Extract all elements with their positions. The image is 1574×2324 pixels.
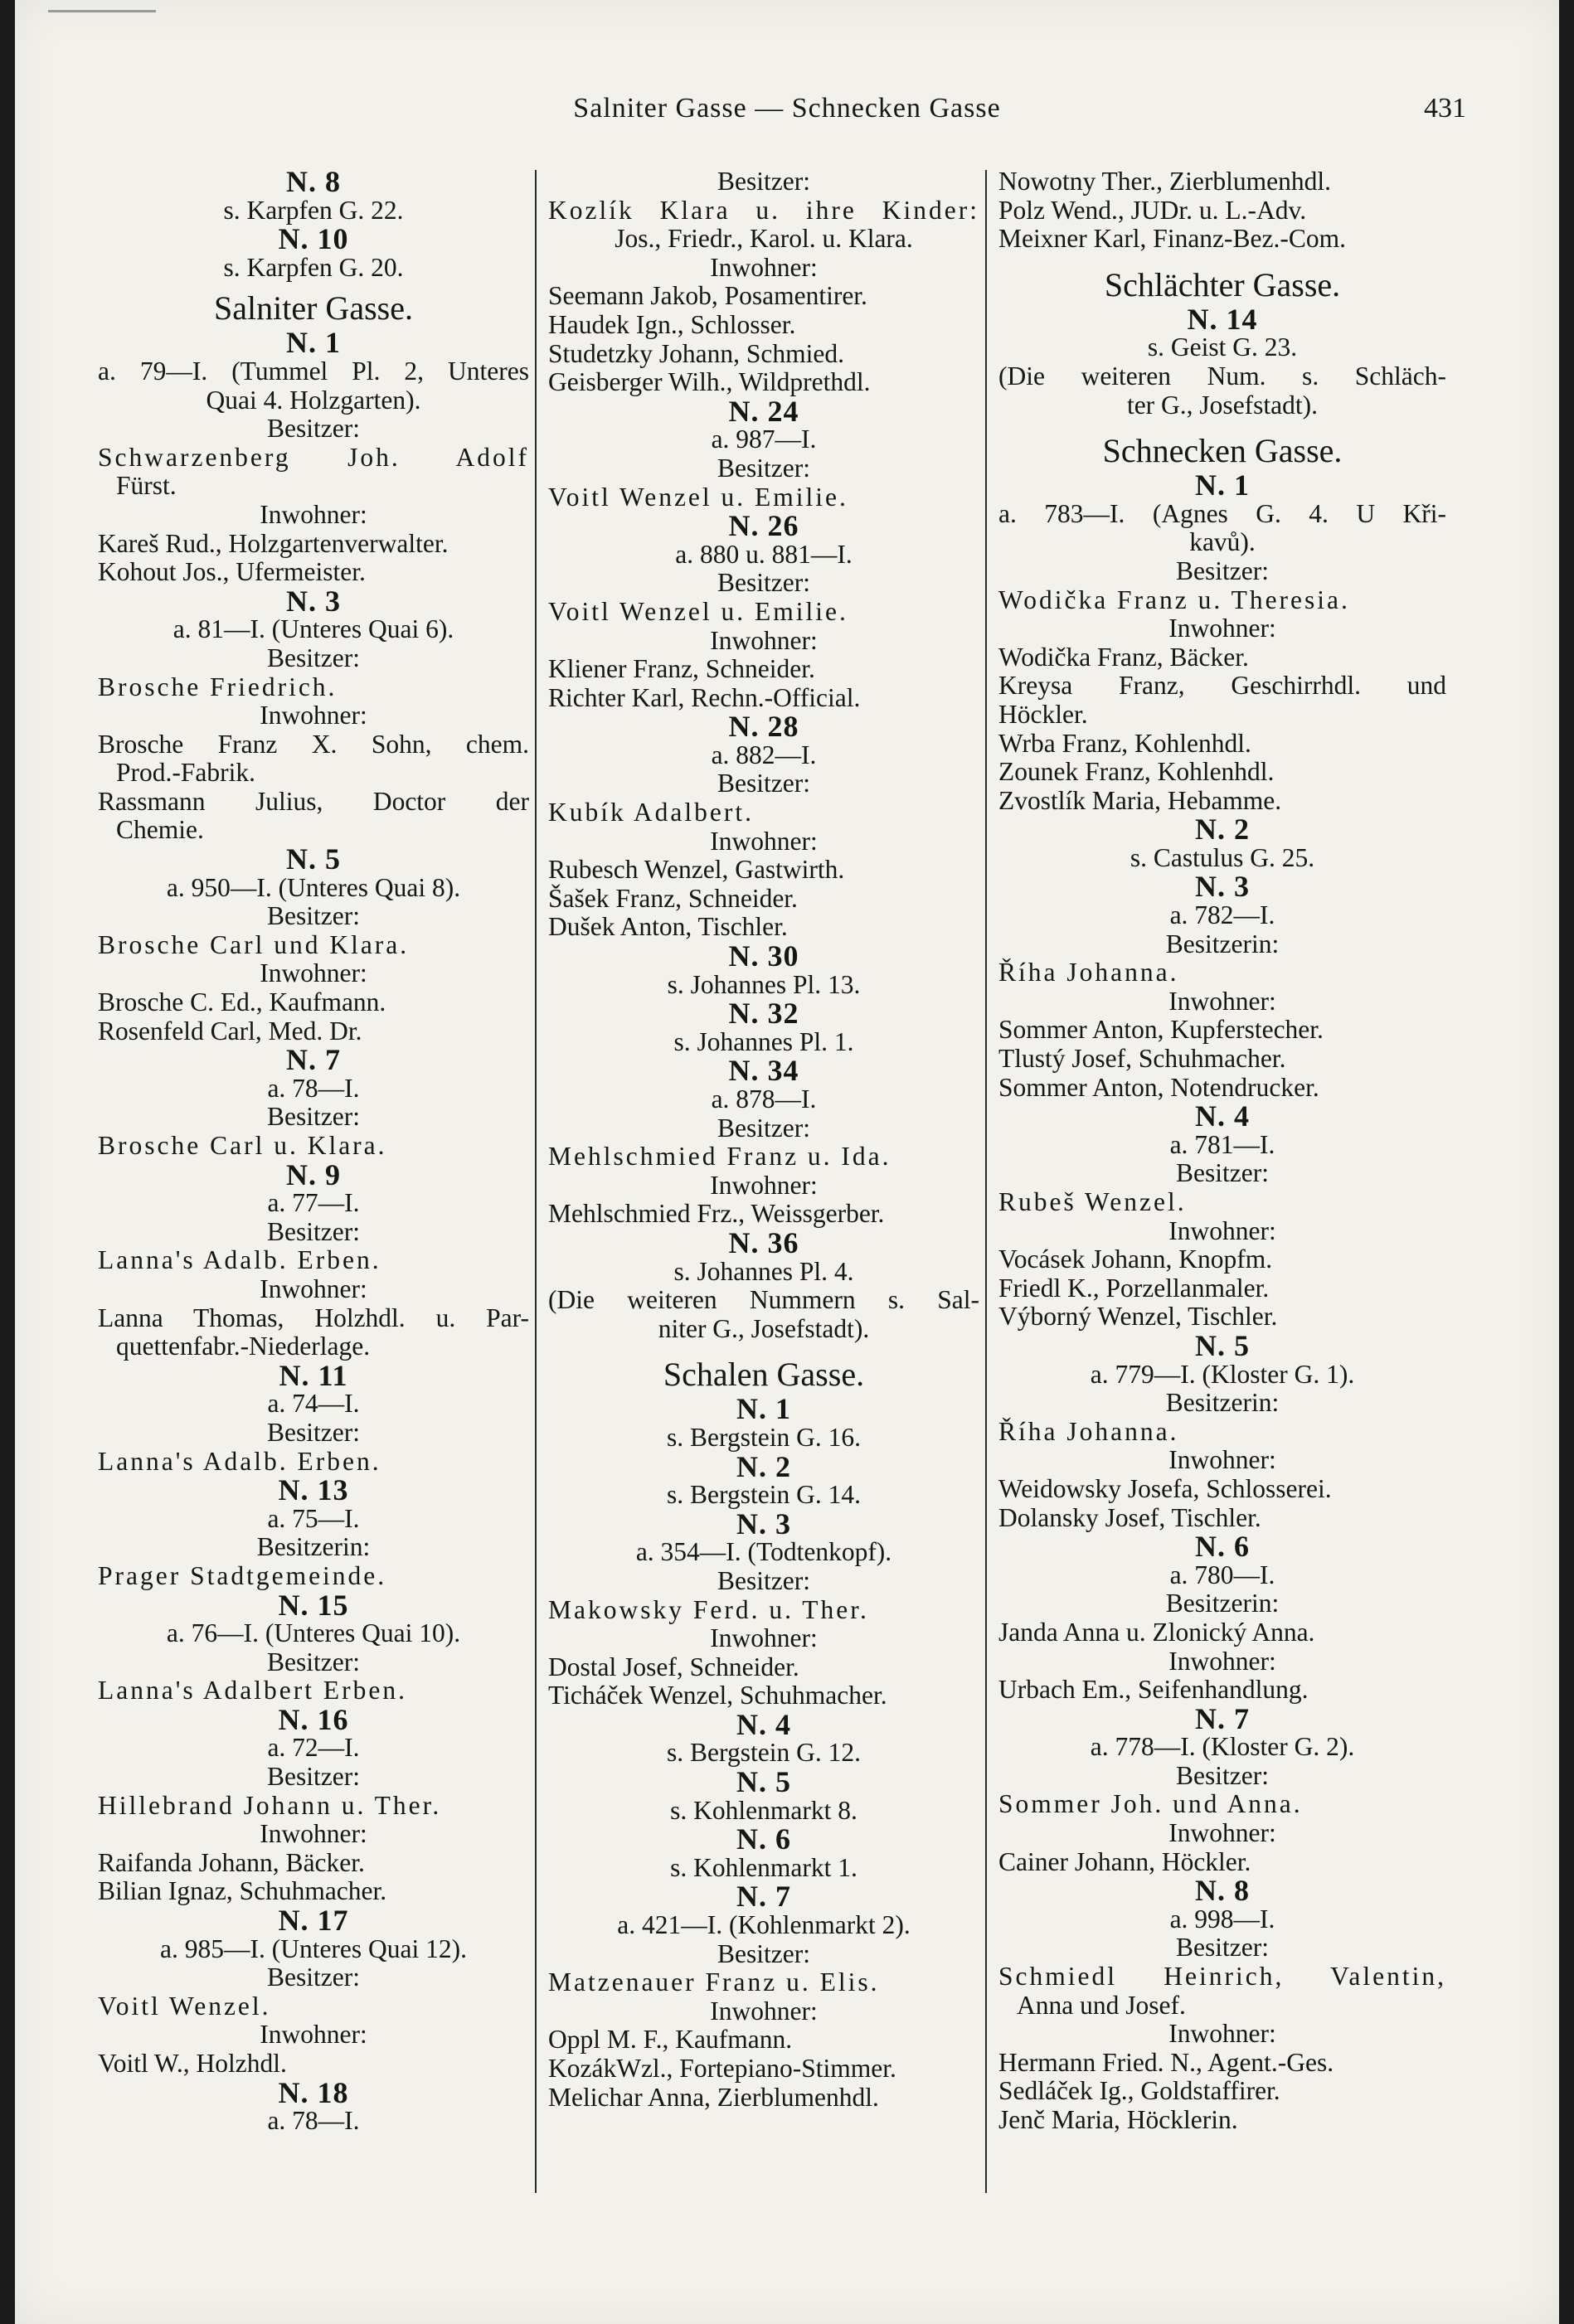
entry-line: Vocásek Johann, Knopfm. bbox=[998, 1244, 1273, 1274]
entry-line: a. 780—I. bbox=[1169, 1560, 1275, 1589]
house-number: N. 8 bbox=[1195, 1874, 1250, 1908]
entry-line: niter G., Josefstadt). bbox=[658, 1313, 870, 1343]
entry-line: Inwohner: bbox=[260, 958, 367, 988]
entry-line: Lanna Thomas, Holzhdl. u. Par- bbox=[98, 1303, 529, 1332]
entry-line: Seemann Jakob, Posamentirer. bbox=[548, 281, 867, 311]
entry-line: Jenč Maria, Höcklerin. bbox=[998, 2105, 1238, 2134]
house-number: N. 7 bbox=[286, 1043, 341, 1077]
house-number: N. 10 bbox=[278, 222, 349, 256]
entry-line: Inwohner: bbox=[710, 1170, 818, 1200]
entry-line: Inwohner: bbox=[260, 499, 367, 529]
entry-line: Besitzer: bbox=[267, 1417, 360, 1447]
house-number: N. 6 bbox=[1195, 1530, 1250, 1564]
entry-line: Meixner Karl, Finanz-Bez.-Com. bbox=[998, 224, 1347, 254]
entry-line: Ticháček Wenzel, Schuhmacher. bbox=[548, 1681, 887, 1710]
page-number: 431 bbox=[1424, 93, 1466, 124]
entry-line: a. 781—I. bbox=[1169, 1129, 1275, 1159]
column-2 bbox=[548, 167, 979, 2112]
entry-line: Tlustý Josef, Schuhmacher. bbox=[998, 1044, 1286, 1074]
entry-line: Besitzer: bbox=[267, 1102, 360, 1132]
entry-line: Kreysa Franz, Geschirrhdl. und bbox=[998, 671, 1446, 701]
house-number: N. 11 bbox=[279, 1358, 348, 1392]
entry-line: kavů). bbox=[1189, 527, 1256, 557]
entry-line: a. 421—I. (Kohlenmarkt 2). bbox=[617, 1910, 911, 1940]
entry-line: Rosenfeld Carl, Med. Dr. bbox=[98, 1016, 362, 1046]
entry-line: Besitzerin: bbox=[1165, 1589, 1280, 1618]
column-3 bbox=[998, 167, 1446, 2135]
entry-line: Haudek Ign., Schlosser. bbox=[548, 309, 796, 339]
owner-name: Říha Johanna. bbox=[998, 1416, 1179, 1446]
entry-line: Geisberger Wilh., Wildprethdl. bbox=[548, 367, 871, 397]
entry-line: Inwohner: bbox=[1168, 614, 1276, 643]
owner-name: Kubík Adalbert. bbox=[548, 798, 754, 827]
entry-line: Rubesch Wenzel, Gastwirth. bbox=[548, 855, 845, 885]
entry-line: Jos., Friedr., Karol. u. Klara. bbox=[615, 224, 913, 254]
house-number: N. 2 bbox=[736, 1449, 791, 1483]
entry-line: a. 880 u. 881—I. bbox=[675, 539, 853, 569]
entry-line: Zounek Franz, Kohlenhdl. bbox=[998, 757, 1275, 787]
entry-line: Janda Anna u. Zlonický Anna. bbox=[998, 1617, 1315, 1647]
entry-line: (Die weiteren Nummern s. Sal- bbox=[548, 1285, 979, 1315]
entry-line: Polz Wend., JUDr. u. L.-Adv. bbox=[998, 195, 1307, 225]
entry-line: a. 882—I. bbox=[711, 740, 817, 769]
entry-line: Besitzer: bbox=[717, 167, 810, 196]
entry-line: Inwohner: bbox=[260, 1274, 367, 1303]
house-number: N. 2 bbox=[1195, 813, 1250, 847]
house-number: N. 1 bbox=[286, 326, 341, 360]
entry-line: s. Geist G. 23. bbox=[1147, 332, 1298, 362]
house-number: N. 15 bbox=[278, 1588, 349, 1622]
owner-name: Sommer Joh. und Anna. bbox=[998, 1789, 1303, 1819]
entry-line: Weidowsky Josefa, Schlosserei. bbox=[998, 1473, 1332, 1503]
entry-line: (Die weiteren Num. s. Schläch- bbox=[998, 361, 1446, 391]
entry-line: Inwohner: bbox=[1168, 986, 1276, 1016]
entry-line: Inwohner: bbox=[1168, 1445, 1276, 1475]
house-number: N. 24 bbox=[728, 394, 799, 428]
house-number: N. 6 bbox=[736, 1822, 791, 1856]
entry-line: Kohout Jos., Ufermeister. bbox=[98, 557, 366, 587]
entry-line: Besitzerin: bbox=[1165, 929, 1280, 958]
entry-line: Besitzer: bbox=[267, 1216, 360, 1246]
entry-line: a. 878—I. bbox=[711, 1084, 817, 1113]
entry-line: Besitzer: bbox=[717, 1113, 810, 1143]
entry-line: a. 74—I. bbox=[267, 1389, 360, 1419]
entry-line: Inwohner: bbox=[1168, 1646, 1276, 1676]
house-number: N. 3 bbox=[736, 1506, 791, 1540]
entry-line: a. 354—I. (Todtenkopf). bbox=[635, 1537, 892, 1567]
entry-line: Besitzer: bbox=[717, 769, 810, 798]
house-number: N. 1 bbox=[1195, 468, 1250, 502]
entry-line: Inwohner: bbox=[1168, 2019, 1276, 2049]
entry-line: a. 998—I. bbox=[1169, 1904, 1275, 1933]
entry-line: Kliener Franz, Schneider. bbox=[548, 654, 815, 684]
entry-line: a. 78—I. bbox=[267, 1073, 360, 1103]
entry-line: Melichar Anna, Zierblumenhdl. bbox=[548, 2082, 879, 2112]
entry-line: Šašek Franz, Schneider. bbox=[548, 883, 798, 913]
entry-line: Nowotny Ther., Zierblumenhdl. bbox=[998, 167, 1331, 196]
entry-line: s. Bergstein G. 12. bbox=[667, 1738, 861, 1768]
entry-line: Besitzer: bbox=[267, 901, 360, 931]
entry-line: Besitzer: bbox=[267, 643, 360, 672]
house-number: N. 26 bbox=[728, 509, 799, 543]
entry-line: Höckler. bbox=[998, 699, 1088, 729]
entry-line: Inwohner: bbox=[260, 2020, 367, 2050]
owner-name: Rubeš Wenzel. bbox=[998, 1187, 1187, 1216]
owner-name: Brosche Friedrich. bbox=[98, 672, 338, 701]
entry-line: Dolansky Josef, Tischler. bbox=[998, 1502, 1261, 1532]
running-header: Salniter Gasse — Schnecken Gasse bbox=[573, 93, 1001, 124]
entry-line: Rassmann Julius, Doctor der bbox=[98, 786, 529, 816]
owner-name: Brosche Carl und Klara. bbox=[98, 929, 410, 959]
directory-page bbox=[15, 0, 1559, 2324]
house-number: N. 9 bbox=[286, 1157, 341, 1191]
house-number: N. 36 bbox=[728, 1225, 799, 1259]
house-number: N. 18 bbox=[278, 2075, 349, 2109]
entry-line: Besitzerin: bbox=[256, 1532, 371, 1562]
entry-line: Friedl K., Porzellanmaler. bbox=[998, 1273, 1270, 1303]
entry-line: Besitzer: bbox=[1176, 556, 1269, 585]
entry-line: a. 783—I. (Agnes G. 4. U Kři- bbox=[998, 498, 1446, 528]
entry-line: s. Johannes Pl. 4. bbox=[673, 1256, 854, 1286]
entry-line: Výborný Wenzel, Tischler. bbox=[998, 1302, 1278, 1332]
street-heading: Schnecken Gasse. bbox=[1102, 432, 1343, 470]
house-number: N. 5 bbox=[286, 842, 341, 876]
owner-name: Voitl Wenzel u. Emilie. bbox=[548, 596, 848, 626]
entry-line: s. Kohlenmarkt 1. bbox=[670, 1852, 857, 1882]
entry-line: Inwohner: bbox=[710, 1996, 818, 2026]
entry-line: a. 778—I. (Kloster G. 2). bbox=[1090, 1732, 1355, 1762]
entry-line: Voitl W., Holzhdl. bbox=[98, 2049, 287, 2078]
owner-name: Kozlík Klara u. ihre Kinder: bbox=[548, 195, 979, 225]
entry-line: Besitzer: bbox=[717, 453, 810, 483]
entry-line: Cainer Johann, Höckler. bbox=[998, 1846, 1251, 1876]
entry-line: Inwohner: bbox=[710, 1623, 818, 1653]
entry-line: Bilian Ignaz, Schuhmacher. bbox=[98, 1876, 387, 1906]
house-number: N. 28 bbox=[728, 710, 799, 744]
entry-line: Besitzer: bbox=[1176, 1158, 1269, 1188]
entry-line: Inwohner: bbox=[260, 1819, 367, 1849]
entry-line: Besitzerin: bbox=[1165, 1388, 1280, 1418]
house-number: N. 4 bbox=[1195, 1099, 1250, 1133]
entry-line: Sommer Anton, Notendrucker. bbox=[998, 1072, 1319, 1102]
entry-line: a. 782—I. bbox=[1169, 900, 1275, 930]
owner-name: Mehlschmied Franz u. Ida. bbox=[548, 1142, 891, 1172]
entry-line: Besitzer: bbox=[267, 414, 360, 444]
house-number: N. 5 bbox=[1195, 1328, 1250, 1362]
entry-line: a. 79—I. (Tummel Pl. 2, Unteres bbox=[98, 356, 529, 386]
house-number: N. 30 bbox=[728, 939, 799, 973]
owner-name: Voitl Wenzel u. Emilie. bbox=[548, 482, 848, 512]
owner-name: Lanna's Adalb. Erben. bbox=[98, 1245, 381, 1275]
entry-line: Zvostlík Maria, Hebamme. bbox=[998, 785, 1282, 815]
column-divider-right bbox=[985, 170, 987, 2193]
entry-line: Prod.-Fabrik. bbox=[116, 758, 255, 788]
entry-line: Wodička Franz, Bäcker. bbox=[998, 642, 1249, 672]
owner-name: Makowsky Ferd. u. Ther. bbox=[548, 1594, 869, 1624]
entry-line: Quai 4. Holzgarten). bbox=[206, 385, 421, 415]
entry-line: Besitzer: bbox=[267, 1762, 360, 1792]
owner-name: Voitl Wenzel. bbox=[98, 1991, 271, 2021]
house-number: N. 17 bbox=[278, 1904, 349, 1938]
entry-line: s. Bergstein G. 14. bbox=[667, 1480, 861, 1510]
entry-line: a. 76—I. (Unteres Quai 10). bbox=[166, 1618, 461, 1648]
entry-line: Fürst. bbox=[116, 471, 177, 501]
entry-line: a. 81—I. (Unteres Quai 6). bbox=[172, 614, 454, 644]
entry-line: Besitzer: bbox=[717, 1565, 810, 1595]
entry-line: a. 985—I. (Unteres Quai 12). bbox=[159, 1933, 468, 1963]
house-number: N. 7 bbox=[736, 1880, 791, 1914]
entry-line: Besitzer: bbox=[717, 568, 810, 598]
entry-line: Oppl M. F., Kaufmann. bbox=[548, 2025, 793, 2055]
entry-line: Besitzer: bbox=[1176, 1933, 1269, 1963]
entry-line: Studetzky Johann, Schmied. bbox=[548, 338, 844, 368]
entry-line: Brosche Franz X. Sohn, chem. bbox=[98, 729, 529, 759]
entry-line: ter G., Josefstadt). bbox=[1126, 390, 1319, 420]
entry-line: Besitzer: bbox=[1176, 1760, 1269, 1790]
house-number: N. 5 bbox=[736, 1765, 791, 1799]
entry-line: s. Karpfen G. 20. bbox=[223, 252, 404, 282]
entry-line: a. 77—I. bbox=[267, 1188, 360, 1218]
entry-line: Sedláček Ig., Goldstaffirer. bbox=[998, 2076, 1280, 2106]
owner-name: Schmiedl Heinrich, Valentin, bbox=[998, 1962, 1446, 1992]
entry-line: Inwohner: bbox=[710, 625, 818, 655]
entry-line: s. Karpfen G. 22. bbox=[223, 195, 404, 225]
entry-line: a. 75—I. bbox=[267, 1503, 360, 1533]
entry-line: Besitzer: bbox=[717, 1938, 810, 1968]
entry-line: Richter Karl, Rechn.-Official. bbox=[548, 682, 861, 712]
house-number: N. 16 bbox=[278, 1702, 349, 1736]
owner-name: Schwarzenberg Joh. Adolf bbox=[98, 442, 529, 472]
entry-line: Kareš Rud., Holzgartenverwalter. bbox=[98, 528, 449, 558]
owner-name: Lanna's Adalbert Erben. bbox=[98, 1676, 407, 1705]
entry-line: a. 779—I. (Kloster G. 1). bbox=[1090, 1359, 1355, 1389]
entry-line: Dušek Anton, Tischler. bbox=[548, 912, 788, 942]
entry-line: Brosche C. Ed., Kaufmann. bbox=[98, 987, 386, 1017]
entry-line: Inwohner: bbox=[260, 701, 367, 730]
owner-name: Říha Johanna. bbox=[998, 958, 1179, 987]
street-heading: Schlächter Gasse. bbox=[1104, 265, 1341, 303]
house-number: N. 13 bbox=[278, 1473, 349, 1507]
entry-line: s. Johannes Pl. 13. bbox=[667, 969, 861, 999]
entry-line: Chemie. bbox=[116, 815, 204, 845]
house-number: N. 34 bbox=[728, 1054, 799, 1088]
house-number: N. 3 bbox=[1195, 870, 1250, 904]
entry-line: a. 78—I. bbox=[267, 2106, 360, 2136]
entry-line: Anna und Josef. bbox=[1017, 1990, 1186, 2020]
entry-line: Wrba Franz, Kohlenhdl. bbox=[998, 728, 1251, 758]
entry-line: Inwohner: bbox=[1168, 1215, 1276, 1245]
owner-name: Brosche Carl u. Klara. bbox=[98, 1131, 387, 1160]
owner-name: Lanna's Adalb. Erben. bbox=[98, 1446, 381, 1476]
entry-line: Mehlschmied Frz., Weissgerber. bbox=[548, 1199, 885, 1229]
street-heading: Schalen Gasse. bbox=[663, 1356, 865, 1394]
entry-line: Besitzer: bbox=[267, 1963, 360, 1992]
entry-line: Inwohner: bbox=[710, 252, 818, 282]
house-number: N. 14 bbox=[1187, 302, 1258, 336]
entry-line: s. Johannes Pl. 1. bbox=[673, 1026, 854, 1056]
street-heading: Salniter Gasse. bbox=[214, 289, 413, 327]
house-number: N. 32 bbox=[728, 997, 799, 1031]
owner-name: Prager Stadtgemeinde. bbox=[98, 1560, 387, 1590]
entry-line: s. Bergstein G. 16. bbox=[667, 1422, 861, 1452]
entry-line: quettenfabr.-Niederlage. bbox=[116, 1332, 371, 1361]
house-number: N. 7 bbox=[1195, 1701, 1250, 1735]
entry-line: a. 950—I. (Unteres Quai 8). bbox=[166, 872, 461, 902]
entry-line: Sommer Anton, Kupferstecher. bbox=[998, 1015, 1324, 1045]
house-number: N. 1 bbox=[736, 1392, 791, 1426]
house-number: N. 4 bbox=[736, 1707, 791, 1741]
entry-line: a. 987—I. bbox=[711, 425, 817, 454]
owner-name: Wodička Franz u. Theresia. bbox=[998, 585, 1350, 614]
entry-line: Besitzer: bbox=[267, 1647, 360, 1676]
entry-line: Hermann Fried. N., Agent.-Ges. bbox=[998, 2047, 1334, 2077]
entry-line: s. Castulus G. 25. bbox=[1129, 842, 1315, 872]
owner-name: Matzenauer Franz u. Elis. bbox=[548, 1967, 880, 1997]
entry-line: Inwohner: bbox=[710, 826, 818, 856]
column-divider-left bbox=[535, 170, 537, 2193]
column-1 bbox=[98, 167, 529, 2136]
entry-line: a. 72—I. bbox=[267, 1733, 360, 1763]
entry-line: Dostal Josef, Schneider. bbox=[548, 1652, 799, 1681]
house-number: N. 8 bbox=[286, 165, 341, 198]
entry-line: s. Kohlenmarkt 8. bbox=[670, 1795, 857, 1825]
entry-line: Inwohner: bbox=[1168, 1818, 1276, 1848]
owner-name: Hillebrand Johann u. Ther. bbox=[98, 1790, 442, 1820]
house-number: N. 3 bbox=[286, 584, 341, 618]
entry-line: Urbach Em., Seifenhandlung. bbox=[998, 1675, 1309, 1705]
entry-line: KozákWzl., Fortepiano-Stimmer. bbox=[548, 2054, 896, 2083]
entry-line: Raifanda Johann, Bäcker. bbox=[98, 1847, 365, 1877]
page-edge-mark bbox=[48, 10, 156, 17]
